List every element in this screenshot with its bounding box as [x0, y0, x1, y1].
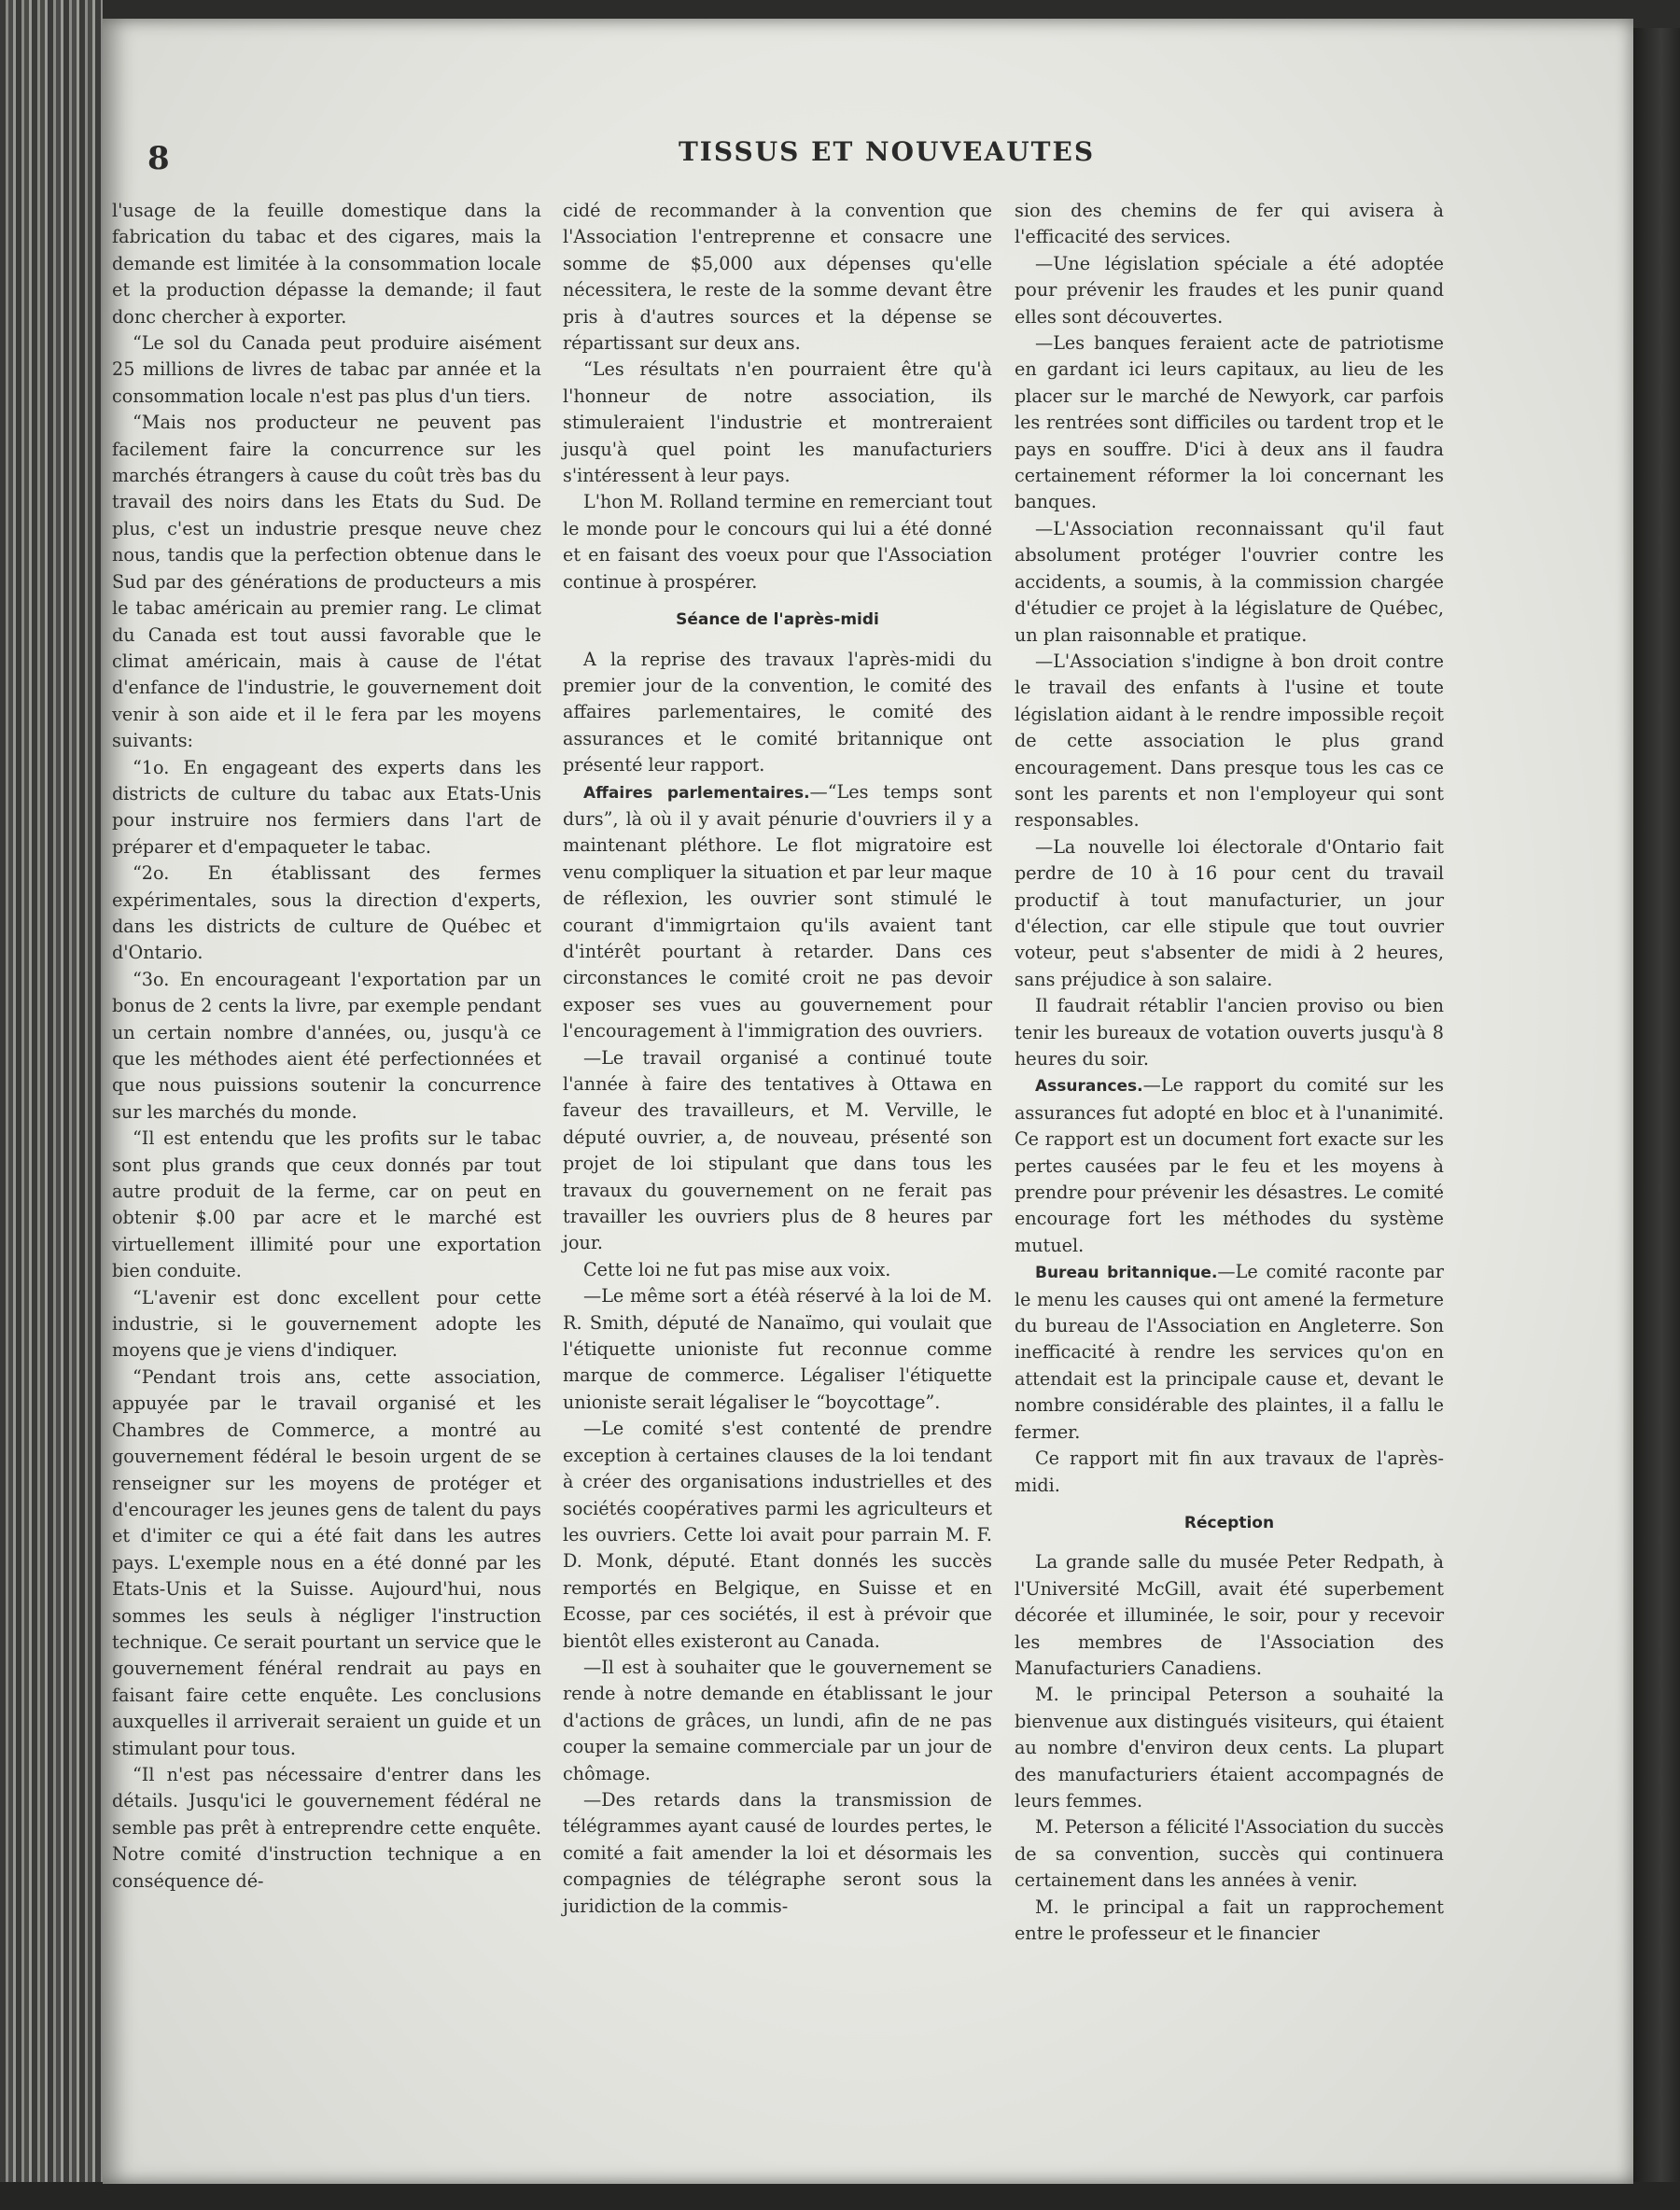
paragraph: “3o. En encourageant l'exportation par un bonus de 2 cents la livre, par exemple pendant un certain nombre d'années, ou, jusqu'à ce que les méthodes aient été perfectionnées et que nous puissions soutenir la concurrence sur les marchés du monde. [112, 968, 541, 1123]
paragraph: l'usage de la feuille domestique dans la fabrication du tabac et des cigares, mais la demande est limitée à la consommation locale et la production dépasse la demande; il faut donc chercher à exporter. [112, 200, 541, 328]
paragraph: Cette loi ne fut pas mise aux voix. [583, 1258, 891, 1280]
column-1 [112, 198, 541, 1895]
paragraph: —La nouvelle loi électorale d'Ontario fait perdre de 10 à 16 pour cent du travail productif à tout manufacturier, un jour d'élection, car elle stipule que tout ouvrier voteur, peut s'absenter de midi à 2 heures, sans préjudice à son salaire. [1015, 835, 1444, 990]
paragraph-assurances [1015, 1072, 1444, 1259]
paragraph-text: —“Les temps sont durs”, là où il y avait pénurie d'ouvriers il y a maintenant pléthore. Le flot migratoire est venu compliquer la situation et par leur maque de réflexion, les ouvrier sont stimulé le courant d'immigrtaion qu'ils avaient tant d'intérêt pourtant à retarder. Dans ces circonstances le comité croit ne pas devoir exposer ses vues au gouvernement pour l'encouragement à l'immigration des ouvriers. [563, 780, 992, 1042]
running-head: TISSUS ET NOUVEAUTES [678, 136, 1096, 167]
run-in-heading: Assurances. [1035, 1077, 1143, 1097]
paragraph: Ce rapport mit fin aux travaux de l'après-midi. [1015, 1448, 1444, 1496]
paragraph: sion des chemins de fer qui avisera à l'efficacité des services. [1015, 200, 1444, 248]
paragraph: L'hon M. Rolland termine en remerciant tout le monde pour le concours qui lui a été donné et en faisant des voeux pour que l'Association continue à prospérer. [563, 491, 992, 593]
scan-bottom-edge [0, 2182, 1680, 2210]
paragraph: —Une législation spéciale a été adoptée pour prévenir les fraudes et les punir quand elles sont découvertes. [1015, 252, 1444, 328]
book-page-edges-left [0, 0, 103, 2210]
paragraph: “Pendant trois ans, cette association, appuyée par le travail organisé et les Chambres de Commerce, a montré au gouvernement fédéral le besoin urgent de se renseigner sur les moyens de protéger et d'encourager les jeunes gens de talent du pays et d'imiter ce qui a été fait dans les autres pays. L'exemple nous en a été donné par les Etats-Unis et la Suisse. Aujourd'hui, nous sommes les seuls à négliger l'instruction technique. Ce serait pourtant un service que le gouvernement fénéral rendrait au pays en faisant faire cette enquête. Les conclusions auxquelles il arriverait seraient un guide et un stimulant pour tous. [112, 1365, 541, 1759]
paragraph: —Le même sort a étéà réservé à la loi de M. R. Smith, député de Nanaïmo, qui voulait que l'étiquette unioniste fut reconnue comme marque de commerce. Légaliser l'étiquette unioniste serait légaliser le “boycottage”. [563, 1285, 992, 1413]
paragraph: “Mais nos producteur ne peuvent pas facilement faire la concurrence sur les marchés étrangers à cause du coût très bas du travail des noirs dans les Etats du Sud. De plus, c'est un industrie presque neuve chez nous, tandis que la perfection obtenue dans le Sud par des générations de producteurs a mis le tabac américain au premier rang. Le climat du Canada est tout aussi favorable que le climat américain, mais à cause de l'état d'enfance de l'industrie, le gouvernement doit venir à son aide et il le fera par les moyens suivants: [112, 412, 541, 752]
paragraph-bureau-britannique [1015, 1259, 1444, 1446]
paragraph: —Le travail organisé a continué toute l'année à faire des tentatives à Ottawa en faveur des travailleurs, et M. Verville, le député ouvrier, a, de nouveau, présenté son projet de loi stipulant que dans tous les travaux du gouvernement on ne ferait pas travailler les ouvriers plus de 8 heures par jour. [563, 1046, 992, 1254]
paragraph: cidé de recommander à la convention que l'Association l'entreprenne et consacre une somme de $5,000 aux dépenses qu'elle nécessitera, le reste de la somme devant être pris à d'autres sources et la dépense se répartissant sur deux ans. [563, 200, 992, 355]
paragraph: M. Peterson a félicité l'Association du succès de sa convention, succès qui continuera certainement dans les années à venir. [1015, 1816, 1444, 1892]
paragraph: —Les banques feraient acte de patriotisme en gardant ici leurs capitaux, au lieu de les placer sur le marché de Newyork, car parfois les rentrées sont difficiles ou tardent trop et le pays en souffre. D'ici à deux ans il faudra certainement réformer la loi concernant les banques. [1015, 332, 1444, 513]
paragraph: “1o. En engageant des experts dans les districts de culture du tabac aux Etats-Unis pour instruire nos fermiers dans l'art de préparer et d'empaqueter le tabac. [112, 756, 541, 858]
section-heading-reception: Réception [1183, 1513, 1275, 1532]
paragraph: M. le principal Peterson a souhaité la bienvenue aux distingués visiteurs, qui étaient au nombre d'environ deux cents. La plupart des manufacturiers étaient accompagnés de leurs femmes. [1015, 1684, 1444, 1811]
section-heading-apres-midi: Séance de l'après-midi [676, 610, 879, 630]
paragraph: —L'Association s'indigne à bon droit contre le travail des enfants à l'usine et toute législation aidant à le rendre impossible reçoit de cette association le plus grand encouragement. Dans presque tous les cas ce sont les parents et non l'employeur qui sont responsables. [1015, 650, 1444, 832]
paragraph: “Les résultats n'en pourraient être qu'à l'honneur de notre association, ils stimuleraient l'industrie et montreraient jusqu'à quel point les manufacturiers s'intéressent à leur pays. [563, 358, 992, 487]
paragraph: “2o. En établissant des fermes expérimentales, sous la direction d'experts, dans les districts de culture de Québec et d'Ontario. [112, 862, 541, 964]
run-in-heading: Bureau britannique. [1035, 1264, 1218, 1283]
paragraph: “Il n'est pas nécessaire d'entrer dans les détails. Jusqu'ici le gouvernement fédéral ne semble pas prêt à entreprendre cette enquête. Notre comité d'instruction technique a en conséquence dé- [112, 1763, 541, 1892]
paragraph: “Il est entendu que les profits sur le tabac sont plus grands que ceux donnés par tout autre produit de la ferme, car on peut en obtenir $.00 par acre et le marché est virtuellement illimité pour une exportation bien conduite. [112, 1127, 541, 1282]
column-2 [563, 198, 992, 1920]
page-number: 8 [147, 140, 170, 177]
paragraph: A la reprise des travaux l'après-midi du premier jour de la convention, le comité des affaires parlementaires, le comité des assurances et le comité britannique ont présenté leur rapport. [563, 648, 992, 776]
paragraph: —L'Association reconnaissant qu'il faut absolument protéger l'ouvrier contre les accidents, a soumis, à la commission chargée d'étudier ce projet à la législature de Québec, un plan raisonnable et pratique. [1015, 517, 1444, 646]
paragraph-text: —Le comité raconte par le menu les causes qui ont amené la fermeture du bureau de l'Association en Angleterre. Son inefficacité à rendre les services qu'on en attendait est la principale cause et, devant le nombre considérable des plaintes, il a fallu le fermer. [1015, 1261, 1444, 1443]
paragraph: —Il est à souhaiter que le gouvernement se rende à notre demande en établissant le jour d'actions de grâces, un lundi, afin de ne pas couper la semaine commerciale par un jour de chômage. [563, 1656, 992, 1784]
paragraph: Il faudrait rétablir l'ancien proviso ou bien tenir les bureaux de votation ouverts jusqu'à 8 heures du soir. [1015, 995, 1444, 1070]
book-binding-right [1633, 28, 1680, 2184]
paragraph-text: —Le rapport du comité sur les assurances fut adopté en bloc et à l'unanimité. Ce rapport est un document fort exacte sur les pertes causées par le feu et les moyens à prendre pour prévenir les désastres. Le comité encourage fort les méthodes du système mutuel. [1015, 1074, 1444, 1256]
paragraph: “Le sol du Canada peut produire aisément 25 millions de livres de tabac par année et la consommation locale n'est pas plus d'un tiers. [112, 332, 541, 407]
column-3 [1015, 198, 1444, 1947]
paragraph: —Le comité s'est contenté de prendre exception à certaines clauses de la loi tendant à créer des organisations industrielles et des sociétés coopératives parmi les agriculteurs et les ouvriers. Cette loi avait pour parrain M. F. D. Monk, député. Etant donnés les succès remportés en Belgique, en Suisse et en Ecosse, par ces sociétés, il est à prévoir que bientôt elles existeront au Canada. [563, 1418, 992, 1652]
paragraph: —Des retards dans la transmission de télégrammes ayant causé de lourdes pertes, le comité a fait amender la loi et désormais les compagnies de télégraphe seront sous la juridiction de la commis- [563, 1788, 992, 1917]
run-in-heading: Affaires parlementaires. [583, 783, 810, 803]
paragraph: M. le principal a fait un rapprochement entre le professeur et le financier [1015, 1895, 1444, 1944]
paragraph: La grande salle du musée Peter Redpath, à l'Université McGill, avait été superbement décorée et illuminée, le soir, pour y recevoir les membres de l'Association des Manufacturiers Canadiens. [1015, 1551, 1444, 1679]
paragraph: “L'avenir est donc excellent pour cette industrie, si le gouvernement adopte les moyens que je viens d'indiquer. [112, 1286, 541, 1362]
paragraph-affaires-parlementaires [563, 779, 992, 1045]
